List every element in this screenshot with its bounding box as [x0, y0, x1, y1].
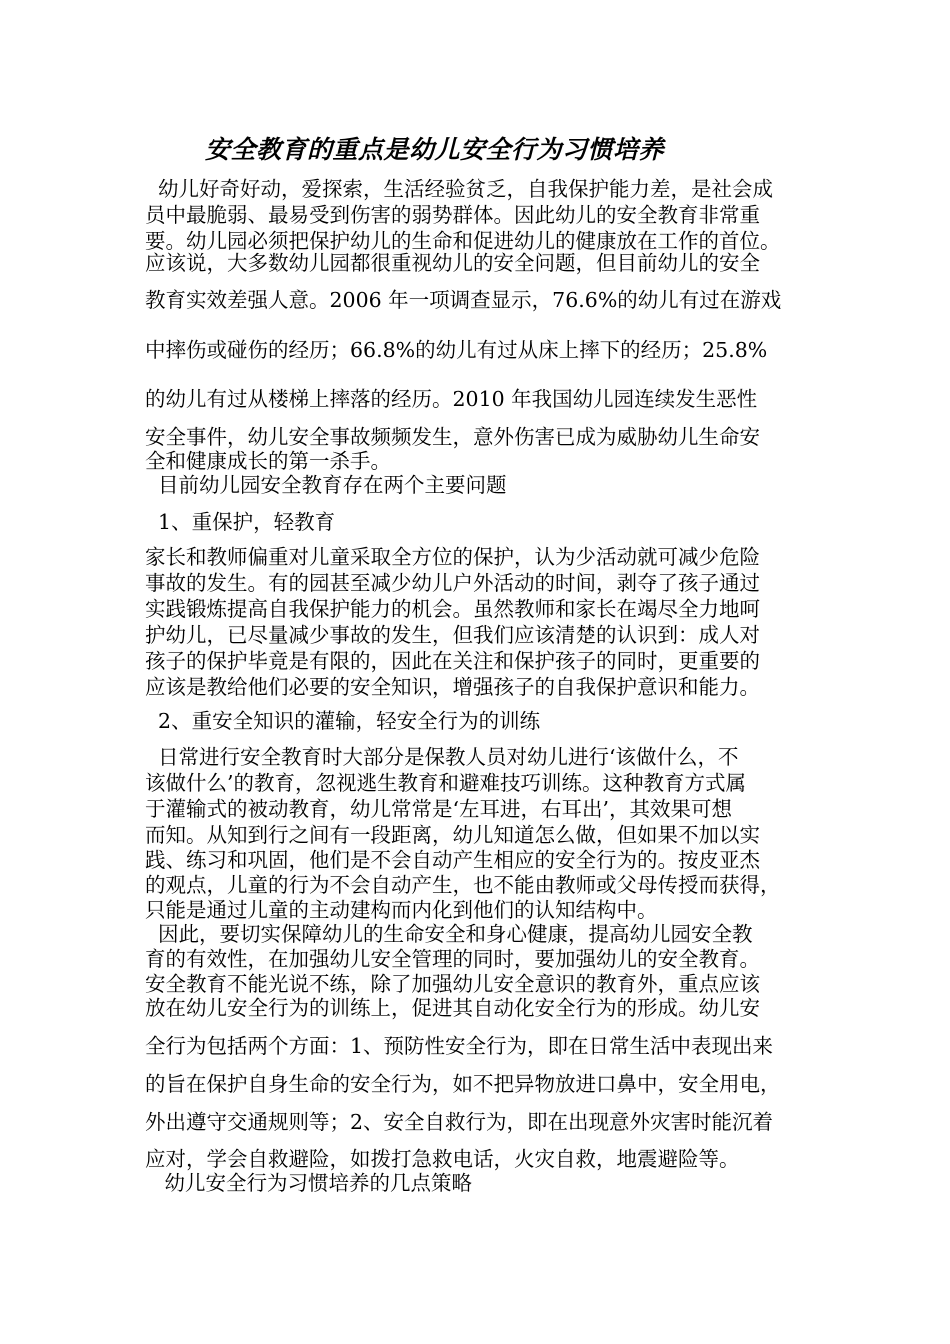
section-heading: 1、重保护，轻教育: [145, 510, 336, 534]
body-line: 家长和教师偏重对儿童采取全方位的保护，认为少活动就可减少危险: [145, 545, 760, 569]
body-line: 的观点，儿童的行为不会自动产生，也不能由教师或父母传授而获得，: [145, 873, 781, 897]
body-line: 安全教育不能光说不练，除了加强幼儿安全意识的教育外，重点应该: [145, 972, 760, 996]
body-line: 只能是通过儿童的主动建构而内化到他们的认知结构中。: [145, 898, 658, 922]
body-line: 中摔伤或碰伤的经历；66.8%的幼儿有过从床上摔下的经历；25.8%: [145, 338, 768, 362]
body-line: 于灌输式的被动教育，幼儿常常是‘左耳进，右耳出’，其效果可想: [145, 797, 733, 821]
section-heading: 2、重安全知识的灌输，轻安全行为的训练: [145, 709, 541, 733]
body-line: 的旨在保护自身生命的安全行为，如不把异物放进口鼻中，安全用电，: [145, 1072, 781, 1096]
body-line: 事故的发生。有的园甚至减少幼儿户外活动的时间，剥夺了孩子通过: [145, 571, 760, 595]
body-line: 的幼儿有过从楼梯上摔落的经历。2010 年我国幼儿园连续发生恶性: [145, 387, 758, 411]
body-line: 日常进行安全教育时大部分是保教人员对幼儿进行‘该做什么，不: [145, 745, 739, 769]
body-line: 目前幼儿园安全教育存在两个主要问题: [145, 473, 507, 497]
body-line: 幼儿好奇好动，爱探索，生活经验贫乏，自我保护能力差，是社会成: [145, 177, 774, 201]
body-line: 教育实效差强人意。2006 年一项调查显示，76.6%的幼儿有过在游戏: [145, 288, 782, 312]
body-line: 全和健康成长的第一杀手。: [145, 449, 391, 473]
body-line: 应对，学会自救避险，如拨打急救电话，火灾自救，地震避险等。: [145, 1147, 740, 1171]
body-line: 护幼儿，已尽量减少事故的发生，但我们应该清楚的认识到：成人对: [145, 623, 760, 647]
body-line: 育的有效性，在加强幼儿安全管理的同时，要加强幼儿的安全教育。: [145, 947, 760, 971]
body-line: 践、练习和巩固，他们是不会自动产生相应的安全行为的。按皮亚杰: [145, 848, 760, 872]
body-line: 要。幼儿园必须把保护幼儿的生命和促进幼儿的健康放在工作的首位。: [145, 229, 781, 253]
section-heading: 幼儿安全行为习惯培养的几点策略: [145, 1171, 473, 1195]
body-line: 应该是教给他们必要的安全知识，增强孩子的自我保护意识和能力。: [145, 675, 760, 699]
body-line: 外出遵守交通规则等；2、安全自救行为，即在出现意外灾害时能沉着: [145, 1110, 774, 1134]
body-line: 全行为包括两个方面：1、预防性安全行为，即在日常生活中表现出来: [145, 1034, 774, 1058]
body-line: 因此，要切实保障幼儿的生命安全和身心健康，提高幼儿园安全教: [145, 922, 753, 946]
document-title: 安全教育的重点是幼儿安全行为习惯培养: [205, 135, 665, 164]
body-line: 应该说，大多数幼儿园都很重视幼儿的安全问题，但目前幼儿的安全: [145, 251, 760, 275]
body-line: 安全事件，幼儿安全事故频频发生，意外伤害已成为威胁幼儿生命安: [145, 425, 760, 449]
body-line: 实践锻炼提高自我保护能力的机会。虽然教师和家长在竭尽全力地呵: [145, 597, 760, 621]
body-line: 员中最脆弱、最易受到伤害的弱势群体。因此幼儿的安全教育非常重: [145, 203, 760, 227]
body-line: 该做什么’的教育，忽视逃生教育和避难技巧训练。这种教育方式属: [145, 771, 747, 795]
body-line: 而知。从知到行之间有一段距离，幼儿知道怎么做，但如果不加以实: [145, 823, 760, 847]
body-line: 孩子的保护毕竟是有限的，因此在关注和保护孩子的同时，更重要的: [145, 649, 760, 673]
body-line: 放在幼儿安全行为的训练上，促进其自动化安全行为的形成。幼儿安: [145, 996, 760, 1020]
